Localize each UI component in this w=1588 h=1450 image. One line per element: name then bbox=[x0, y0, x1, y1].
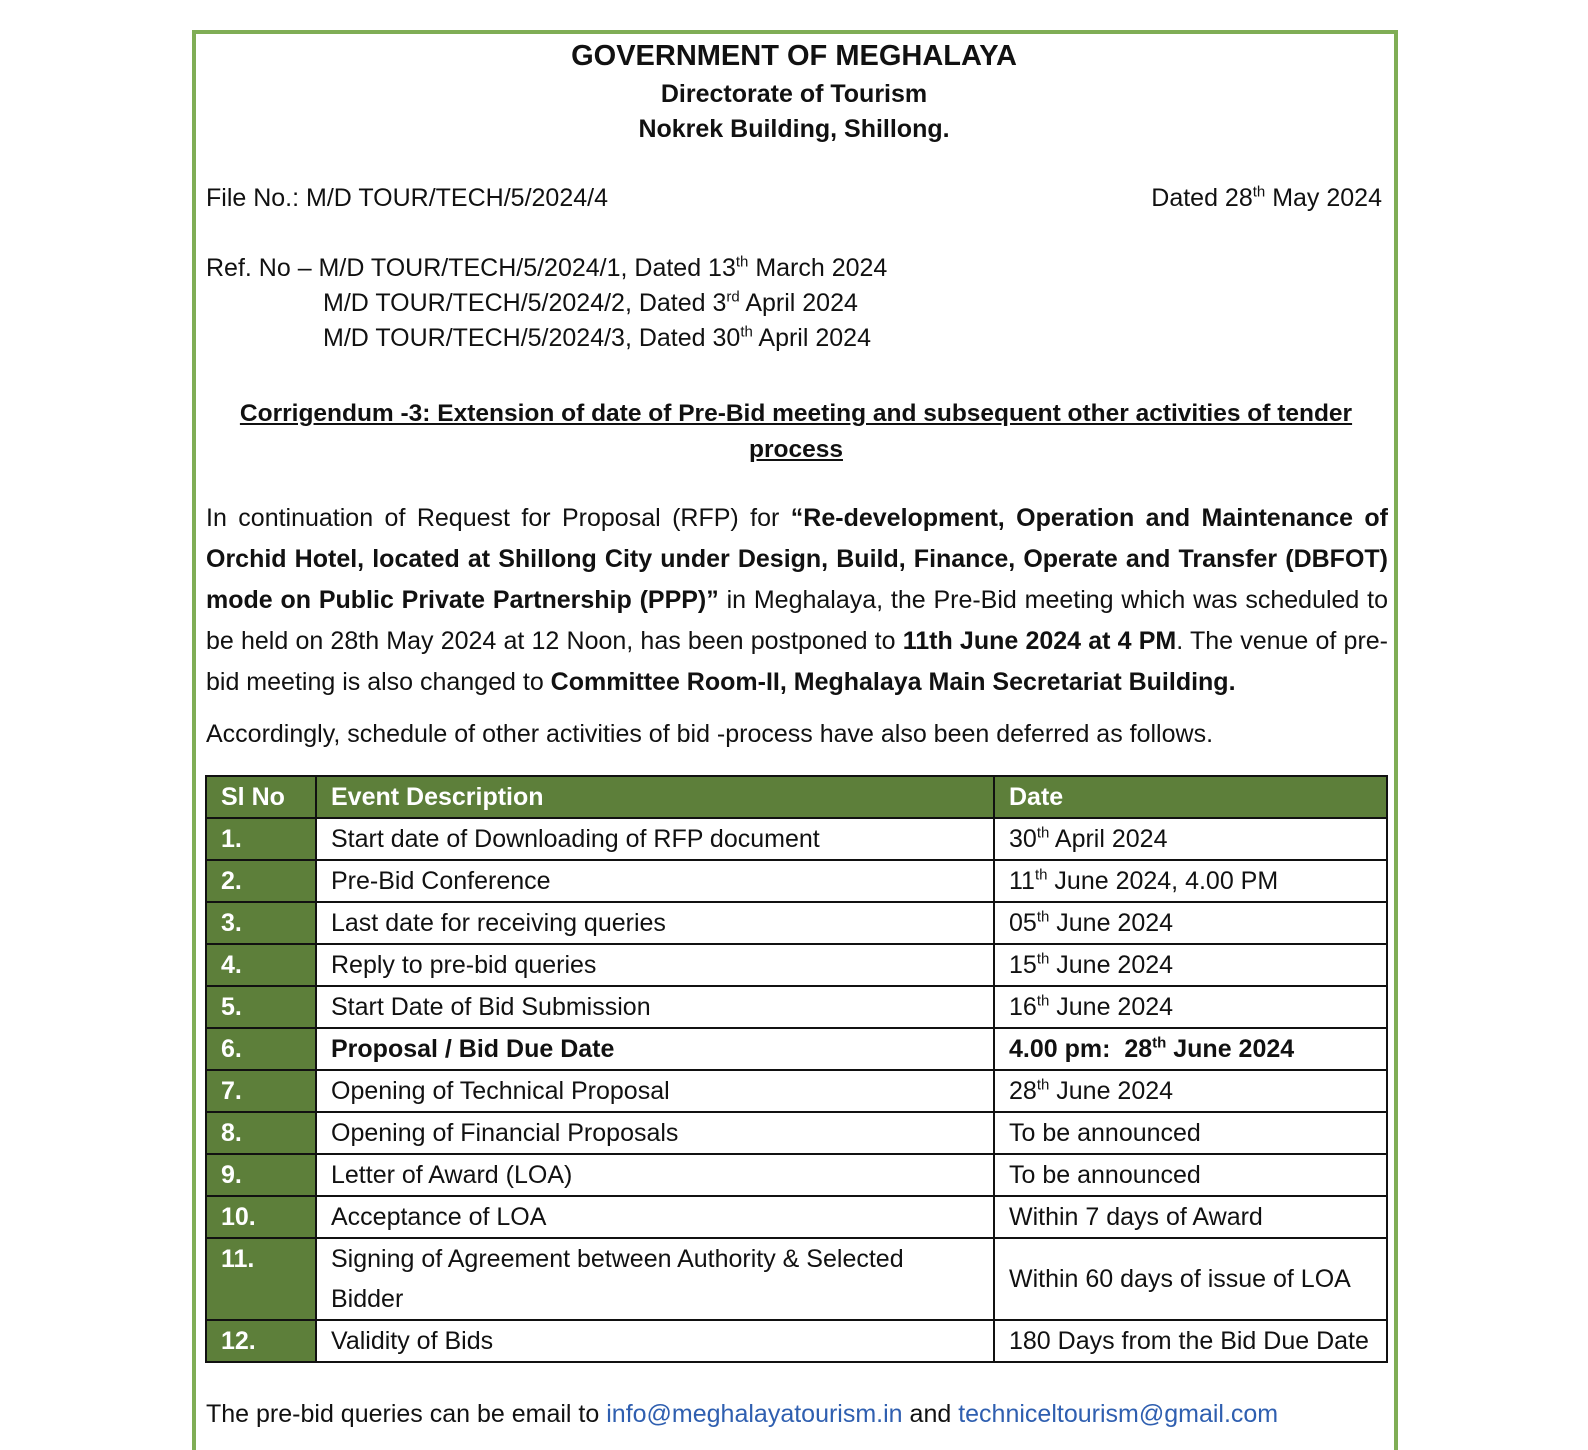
row-sl-no: 9. bbox=[206, 1154, 316, 1196]
email-link-technical[interactable]: techniceltourism@gmail.com bbox=[958, 1400, 1279, 1428]
row-date: Within 7 days of Award bbox=[994, 1196, 1387, 1238]
footer-contact-line: The pre-bid queries can be email to info@meghalayatourism.in and techniceltourism@gmail.com bbox=[206, 1400, 1279, 1428]
row-sl-no: 6. bbox=[206, 1028, 316, 1070]
row-date: 15th June 2024 bbox=[994, 944, 1387, 986]
header-date: Date bbox=[994, 776, 1387, 818]
row-description: Reply to pre-bid queries bbox=[316, 944, 994, 986]
document-date: Dated 28th May 2024 bbox=[1151, 183, 1382, 212]
row-description: Last date for receiving queries bbox=[316, 902, 994, 944]
file-number: File No.: M/D TOUR/TECH/5/2024/4 bbox=[206, 184, 608, 212]
email-link-info[interactable]: info@meghalayatourism.in bbox=[606, 1400, 903, 1428]
row-description: Start Date of Bid Submission bbox=[316, 986, 994, 1028]
row-sl-no: 3. bbox=[206, 902, 316, 944]
reference-line-1: Ref. No – M/D TOUR/TECH/5/2024/1, Dated 13th March 2024 bbox=[206, 253, 888, 282]
row-sl-no: 8. bbox=[206, 1112, 316, 1154]
row-description: Start date of Downloading of RFP document bbox=[316, 818, 994, 860]
row-date: 11th June 2024, 4.00 PM bbox=[994, 860, 1387, 902]
row-sl-no: 7. bbox=[206, 1070, 316, 1112]
row-sl-no: 11. bbox=[206, 1238, 316, 1320]
table-row bbox=[206, 1154, 1387, 1196]
row-date: 4.00 pm: 28th June 2024 bbox=[994, 1028, 1387, 1070]
row-date: 28th June 2024 bbox=[994, 1070, 1387, 1112]
row-sl-no: 4. bbox=[206, 944, 316, 986]
department-name: Directorate of Tourism bbox=[660, 80, 928, 108]
row-sl-no: 10. bbox=[206, 1196, 316, 1238]
header-sl-no: Sl No bbox=[206, 776, 316, 818]
table-row bbox=[206, 1112, 1387, 1154]
row-description: Validity of Bids bbox=[316, 1320, 994, 1362]
row-date: 05th June 2024 bbox=[994, 902, 1387, 944]
row-description: Acceptance of LOA bbox=[316, 1196, 994, 1238]
row-description: Pre-Bid Conference bbox=[316, 860, 994, 902]
corrigendum-subject: Corrigendum -3: Extension of date of Pre-Bid meeting and subsequent other activities of tender process bbox=[239, 400, 1353, 463]
table-row bbox=[206, 818, 1387, 860]
row-date: To be announced bbox=[994, 1112, 1387, 1154]
table-row bbox=[206, 986, 1387, 1028]
row-date: Within 60 days of issue of LOA bbox=[994, 1238, 1387, 1320]
schedule-intro: Accordingly, schedule of other activities of bid -process have also been deferred as follows. bbox=[206, 720, 1214, 748]
table-header-row bbox=[206, 776, 1387, 818]
header-event-description: Event Description bbox=[316, 776, 994, 818]
reference-line-3: M/D TOUR/TECH/5/2024/3, Dated 30th April 2024 bbox=[323, 323, 871, 352]
schedule-table bbox=[205, 775, 1388, 1363]
row-sl-no: 2. bbox=[206, 860, 316, 902]
table-row bbox=[206, 944, 1387, 986]
table-row bbox=[206, 1028, 1387, 1070]
table-row bbox=[206, 902, 1387, 944]
row-description: Opening of Financial Proposals bbox=[316, 1112, 994, 1154]
row-description: Signing of Agreement between Authority & Selected Bidder bbox=[316, 1238, 994, 1320]
table-row bbox=[206, 1070, 1387, 1112]
reference-line-2: M/D TOUR/TECH/5/2024/2, Dated 3rd April 2024 bbox=[323, 288, 858, 317]
office-address: Nokrek Building, Shillong. bbox=[638, 115, 950, 143]
table-row bbox=[206, 1320, 1387, 1362]
row-description: Opening of Technical Proposal bbox=[316, 1070, 994, 1112]
row-date: 30th April 2024 bbox=[994, 818, 1387, 860]
table-row bbox=[206, 860, 1387, 902]
page-title: GOVERNMENT OF MEGHALAYA bbox=[571, 40, 1017, 72]
row-sl-no: 5. bbox=[206, 986, 316, 1028]
row-sl-no: 1. bbox=[206, 818, 316, 860]
row-date: 180 Days from the Bid Due Date bbox=[994, 1320, 1387, 1362]
row-description: Letter of Award (LOA) bbox=[316, 1154, 994, 1196]
table-row bbox=[206, 1238, 1387, 1320]
row-date: 16th June 2024 bbox=[994, 986, 1387, 1028]
row-description: Proposal / Bid Due Date bbox=[316, 1028, 994, 1070]
row-date: To be announced bbox=[994, 1154, 1387, 1196]
body-paragraph: In continuation of Request for Proposal (RFP) for “Re-development, Operation and Maintenance of Orchid Hotel, located at Shillong City under Design, Build, Finance, Operate and Transfer (DBFOT) mode on Public Private Partnership (PPP)” in Meghalaya, the Pre-Bid meeting which was scheduled to be held on 28th May 2024 at 12 Noon, has been postponed to 11th June 2024 at 4 PM. The venue of pre-bid meeting is also changed to Committee Room-II, Meghalaya Main Secretariat Building. bbox=[206, 504, 1389, 696]
table-row bbox=[206, 1196, 1387, 1238]
row-sl-no: 12. bbox=[206, 1320, 316, 1362]
